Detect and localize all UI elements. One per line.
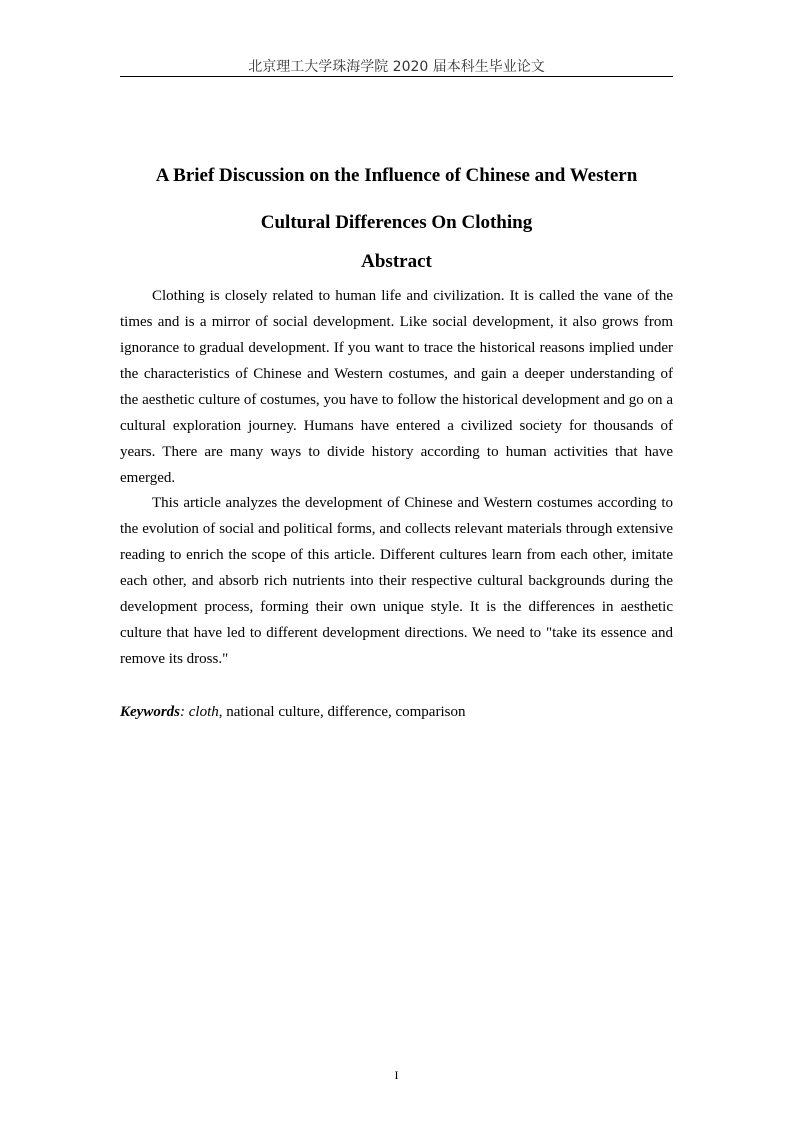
- keywords-label: Keywords: [120, 704, 180, 720]
- keywords-colon: :: [180, 704, 189, 720]
- header-divider: [120, 76, 673, 77]
- abstract-paragraph-1: Clothing is closely related to human life and civilization. It is called the vane of the times and is a mirror of social development. Like social development, it also grows from ignorance to gradual development. If you want to trace the historical reasons implied under the characteristics of Chinese and Western costumes, and gain a deeper understanding of the aesthetic culture of costumes, you have to follow the historical development and go on a cultural exploration journey. Humans have entered a civilized society for thousands of years. There are many ways to divide history according to human activities that have emerged.: [120, 288, 673, 486]
- keyword-first: cloth: [188, 704, 219, 720]
- paper-title-line-1: A Brief Discussion on the Influence of Chinese and Western: [155, 165, 638, 186]
- page-number: I: [394, 1068, 399, 1082]
- paper-title-line-2: Cultural Differences On Clothing: [260, 212, 533, 233]
- keywords-line: [120, 699, 673, 725]
- running-header: 北京理工大学珠海学院 2020 届本科生毕业论文: [248, 59, 545, 75]
- abstract-heading: Abstract: [361, 251, 432, 272]
- abstract-paragraph-2: This article analyzes the development of Chinese and Western costumes according to the evolution of social and political forms, and collects relevant materials through extensive reading to enrich the scope of this article. Different cultures learn from each other, imitate each other, and absorb rich nutrients into their respective cultural backgrounds during the development process, forming their own unique style. It is the differences in aesthetic culture that have led to different development directions. We need to "take its essence and remove its dross.": [120, 495, 673, 667]
- keywords-rest: , national culture, difference, comparison: [218, 704, 466, 720]
